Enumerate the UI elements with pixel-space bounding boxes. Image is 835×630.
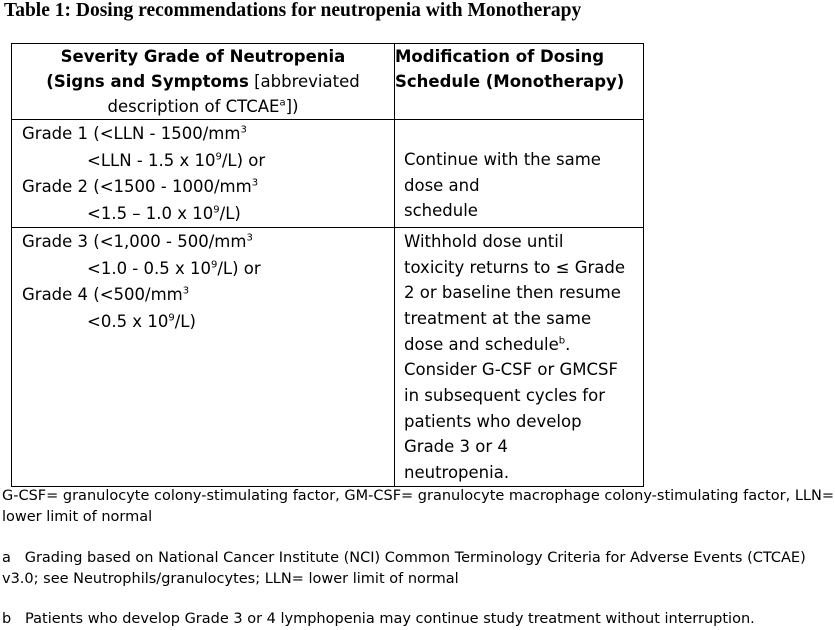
superscript: 9: [215, 151, 222, 163]
severity-cell-grade-3-4: [12, 227, 395, 486]
header-col1-line2: [12, 69, 394, 94]
grade-1-line2: [12, 147, 394, 174]
action-cell-grade-3-4: [395, 227, 644, 486]
grade-3-value: <1.0 - 0.5 x 10: [87, 258, 211, 278]
superscript: 9: [211, 259, 218, 271]
table-header-row: [12, 44, 644, 120]
grade-1-line1: [12, 120, 394, 147]
action-text-end: .: [565, 334, 571, 354]
header-col1-line3-text: description of CTCAE: [107, 97, 280, 116]
grade-3-line2: [12, 255, 394, 282]
action-line: in subsequent cycles for: [404, 386, 605, 406]
header-modification: [395, 44, 644, 120]
action-line: neutropenia.: [404, 463, 510, 483]
grade-1-text: Grade 1 (<LLN - 1500/mm: [22, 124, 241, 143]
grade-2-line1: [12, 173, 394, 200]
header-severity-grade: [12, 44, 395, 120]
action-line: treatment at the same: [404, 308, 592, 328]
action-line: Continue with the same: [404, 150, 601, 169]
action-line: [395, 332, 643, 358]
grade-1-value: <LLN - 1.5 x 10: [87, 150, 216, 170]
action-line: Withhold dose until: [404, 231, 564, 251]
header-col1-line3-end: ]): [285, 97, 299, 116]
superscript: 3: [182, 285, 190, 297]
grade-4-line1: [12, 281, 394, 308]
severity-cell-grade-1-2: [12, 120, 395, 228]
action-line: schedule: [404, 201, 478, 221]
grade-4-line2: [12, 308, 394, 335]
grade-2-unit: /L): [219, 204, 241, 224]
grade-1-unit: /L) or: [221, 150, 266, 170]
grade-2-text: Grade 2 (<1500 - 1000/mm: [22, 177, 252, 197]
header-col1-line2-rest: [abbreviated: [248, 72, 360, 91]
action-line: Consider G-CSF or GMCSF: [404, 360, 619, 380]
superscript: 3: [246, 232, 253, 244]
table-row-grade-3-4: [12, 227, 644, 486]
superscript: 3: [251, 177, 259, 189]
superscript: 3: [240, 124, 247, 136]
dosing-table: [11, 43, 644, 487]
grade-2-line2: [12, 200, 394, 227]
grade-4-unit: /L): [174, 311, 196, 331]
footnote-abbreviations: G-CSF= granulocyte colony-stimulating factor, GM-CSF= granulocyte macrophage colony-stimulating factor, LLN= lower limit of normal: [2, 488, 834, 525]
footnote-b-text: Patients who develop Grade 3 or 4 lymphopenia may continue study treatment without interruption.: [25, 611, 755, 627]
grade-3-line1: [12, 228, 394, 255]
action-cell-grade-1-2: [395, 120, 644, 228]
grade-3-unit: /L) or: [217, 258, 261, 278]
action-text: dose and schedule: [404, 334, 559, 354]
grade-4-text: Grade 4 (<500/mm: [22, 285, 183, 305]
grade-2-value: <1.5 – 1.0 x 10: [87, 204, 214, 224]
footnote-b-mark: b: [2, 611, 12, 627]
grade-4-value: <0.5 x 10: [87, 311, 169, 331]
action-line: Grade 3 or 4: [404, 437, 508, 457]
header-col1-line1: Severity Grade of Neutropenia: [60, 47, 346, 66]
table-row-grade-1-2: [12, 120, 644, 228]
header-col1-line2-bold: (Signs and Symptoms: [46, 72, 249, 91]
footnote-b: [2, 609, 835, 630]
action-line: patients who develop: [404, 411, 582, 431]
action-line: 2 or baseline then resume: [404, 283, 621, 303]
superscript: 9: [168, 312, 175, 324]
superscript: 9: [213, 204, 220, 216]
action-line: toxicity returns to ≤ Grade: [404, 257, 626, 277]
footnote-b-ref: b: [558, 335, 566, 347]
footnote-a: [2, 548, 835, 590]
header-col2-line2: Schedule (Monotherapy): [395, 72, 625, 91]
footnote-a-ref: a: [279, 97, 286, 109]
table-title: Table 1: Dosing recommendations for neutropenia with Monotherapy: [4, 0, 582, 21]
footnote-a-text: Grading based on National Cancer Institute (NCI) Common Terminology Criteria for Adverse Events (CTCAE) v3.0; see Neutrophils/granulocytes; LLN= lower limit of normal: [2, 550, 806, 587]
footnote-a-mark: a: [2, 550, 11, 566]
grade-3-text: Grade 3 (<1,000 - 500/mm: [22, 231, 247, 251]
header-col1-line3: [12, 94, 394, 119]
header-col2-line1: Modification of Dosing: [395, 47, 605, 66]
action-line: dose and: [404, 175, 480, 195]
